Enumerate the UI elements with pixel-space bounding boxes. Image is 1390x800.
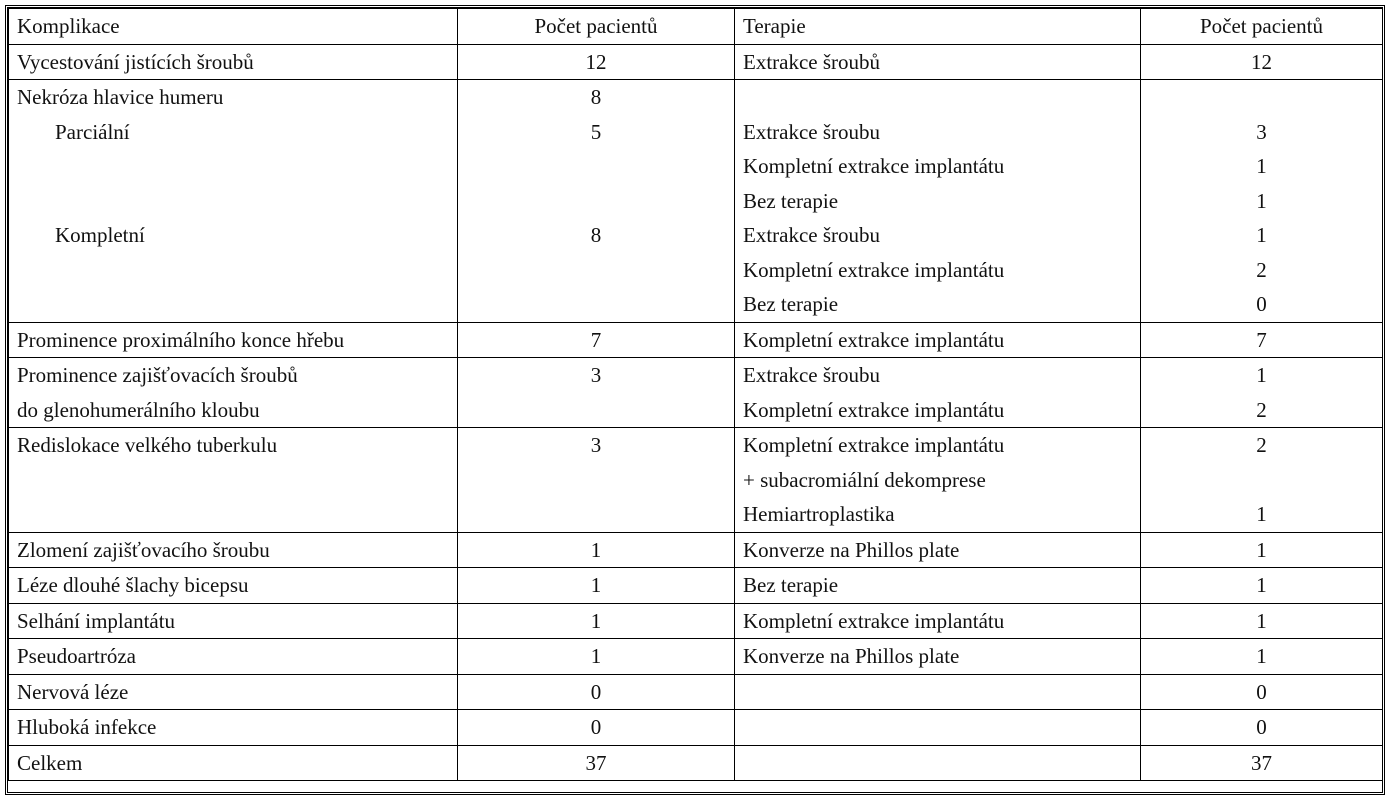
cell-line: 0 bbox=[590, 715, 602, 739]
therapy-count-cell bbox=[1141, 639, 1383, 675]
therapy-count-cell bbox=[1141, 745, 1383, 781]
cell-line: 2 bbox=[1256, 433, 1267, 457]
cell-line: 7 bbox=[590, 327, 602, 352]
header-therapy: Terapie bbox=[735, 9, 1141, 45]
complication-cell bbox=[9, 603, 458, 639]
cell-line: Hemiartroplastika bbox=[743, 502, 895, 526]
table-row bbox=[9, 745, 1383, 781]
cell-line: 0 bbox=[1256, 679, 1267, 704]
therapy-count-cell bbox=[1141, 44, 1383, 80]
cell-line: 1 bbox=[1256, 573, 1267, 597]
therapy-count-cell bbox=[1141, 674, 1383, 710]
cell-line: Celkem bbox=[17, 750, 83, 775]
cell-line: Kompletní extrakce implantátu bbox=[743, 397, 1005, 422]
therapy-count-cell bbox=[1141, 710, 1383, 746]
complication-cell bbox=[9, 710, 458, 746]
table-row bbox=[9, 358, 1383, 428]
cell-line bbox=[743, 675, 1140, 710]
patient-count-cell bbox=[458, 358, 735, 428]
therapy-cell bbox=[735, 532, 1141, 568]
cell-line: 1 bbox=[1256, 154, 1267, 178]
cell-line: 0 bbox=[590, 679, 602, 704]
patient-count-cell bbox=[458, 322, 735, 358]
cell-line: 2 bbox=[1256, 257, 1267, 282]
cell-line: Konverze na Phillos plate bbox=[743, 537, 960, 562]
complications-table bbox=[8, 8, 1383, 781]
table-row bbox=[9, 639, 1383, 675]
cell-line: Nervová léze bbox=[17, 679, 129, 704]
header-row bbox=[9, 9, 1383, 45]
patient-count-cell bbox=[458, 710, 735, 746]
therapy-cell bbox=[735, 80, 1141, 323]
cell-line: 8 bbox=[590, 85, 602, 109]
therapy-cell bbox=[735, 745, 1141, 781]
cell-line: Prominence proximálního konce hřebu bbox=[17, 327, 345, 352]
patient-count-cell bbox=[458, 80, 735, 323]
cell-line: 1 bbox=[1256, 223, 1267, 247]
therapy-cell bbox=[735, 568, 1141, 604]
cell-line bbox=[17, 184, 457, 219]
complication-cell bbox=[9, 532, 458, 568]
cell-line: Zlomení zajišťovacího šroubu bbox=[17, 537, 270, 562]
therapy-cell bbox=[735, 44, 1141, 80]
header-therapy-patient-count: Počet pacientů bbox=[1141, 9, 1383, 45]
cell-line: 1 bbox=[1256, 188, 1267, 213]
header-patient-count: Počet pacientů bbox=[458, 9, 735, 45]
cell-line: 12 bbox=[1251, 49, 1272, 74]
cell-line: Bez terapie bbox=[743, 188, 839, 213]
cell-line: 0 bbox=[1256, 292, 1267, 316]
cell-line: 1 bbox=[590, 608, 602, 633]
patient-count-cell bbox=[458, 674, 735, 710]
cell-line: 3 bbox=[1256, 119, 1267, 144]
therapy-count-cell bbox=[1141, 80, 1383, 323]
cell-line: Kompletní extrakce implantátu bbox=[743, 608, 1005, 633]
cell-line: 1 bbox=[1256, 537, 1267, 562]
patient-count-cell bbox=[458, 568, 735, 604]
cell-line: Hluboká infekce bbox=[17, 715, 157, 739]
table-row bbox=[9, 603, 1383, 639]
cell-line: Kompletní extrakce implantátu bbox=[743, 257, 1005, 282]
cell-line: Kompletní extrakce implantátu bbox=[743, 154, 1005, 178]
complication-cell bbox=[9, 568, 458, 604]
therapy-count-cell bbox=[1141, 603, 1383, 639]
cell-line bbox=[1141, 463, 1382, 498]
cell-line bbox=[743, 746, 1140, 781]
complication-cell bbox=[9, 322, 458, 358]
cell-line: Extrakce šroubu bbox=[743, 223, 881, 247]
patient-count-cell bbox=[458, 639, 735, 675]
cell-line: 3 bbox=[590, 433, 602, 457]
cell-line: Kompletní extrakce implantátu bbox=[743, 327, 1005, 352]
table-row bbox=[9, 710, 1383, 746]
cell-line: Extrakce šroubu bbox=[743, 363, 881, 387]
complication-cell bbox=[9, 428, 458, 533]
cell-line: Léze dlouhé šlachy bicepsu bbox=[17, 573, 249, 597]
cell-line: 5 bbox=[590, 119, 602, 144]
cell-line: 1 bbox=[590, 537, 602, 562]
cell-line bbox=[1141, 80, 1382, 115]
cell-line: 8 bbox=[590, 223, 602, 247]
cell-line: Pseudoartróza bbox=[17, 644, 136, 668]
cell-line: 1 bbox=[1256, 608, 1267, 633]
cell-line bbox=[17, 253, 457, 288]
therapy-count-cell bbox=[1141, 322, 1383, 358]
table-row bbox=[9, 322, 1383, 358]
cell-line: 7 bbox=[1256, 327, 1267, 352]
cell-line: Selhání implantátu bbox=[17, 608, 176, 633]
therapy-count-cell bbox=[1141, 532, 1383, 568]
complication-cell bbox=[9, 745, 458, 781]
cell-line bbox=[17, 287, 457, 322]
patient-count-cell bbox=[458, 428, 735, 533]
cell-line: 1 bbox=[590, 573, 602, 597]
cell-line: 3 bbox=[590, 363, 602, 387]
cell-line: 37 bbox=[1251, 750, 1272, 775]
cell-line: 1 bbox=[1256, 644, 1267, 668]
cell-line bbox=[458, 287, 734, 322]
complication-cell bbox=[9, 674, 458, 710]
therapy-cell bbox=[735, 603, 1141, 639]
cell-line: Prominence zajišťovacích šroubů bbox=[17, 363, 298, 387]
cell-line bbox=[743, 710, 1140, 745]
complication-cell bbox=[9, 44, 458, 80]
cell-line: Redislokace velkého tuberkulu bbox=[17, 433, 278, 457]
cell-line bbox=[458, 497, 734, 532]
therapy-cell bbox=[735, 710, 1141, 746]
cell-line: 2 bbox=[1256, 397, 1267, 422]
cell-line: 1 bbox=[590, 644, 602, 668]
table-row bbox=[9, 674, 1383, 710]
complication-cell bbox=[9, 358, 458, 428]
table-row bbox=[9, 428, 1383, 533]
therapy-count-cell bbox=[1141, 568, 1383, 604]
therapy-cell bbox=[735, 639, 1141, 675]
cell-line: 0 bbox=[1256, 715, 1267, 739]
therapy-cell bbox=[735, 674, 1141, 710]
header-complication: Komplikace bbox=[9, 9, 458, 45]
therapy-count-cell bbox=[1141, 358, 1383, 428]
cell-line: Kompletní bbox=[55, 223, 145, 247]
cell-line bbox=[17, 463, 457, 498]
table-row bbox=[9, 44, 1383, 80]
complication-cell bbox=[9, 639, 458, 675]
cell-line: 1 bbox=[1256, 363, 1267, 387]
patient-count-cell bbox=[458, 603, 735, 639]
table-row bbox=[9, 532, 1383, 568]
cell-line: Parciální bbox=[55, 119, 130, 144]
cell-line bbox=[458, 149, 734, 184]
cell-line bbox=[17, 149, 457, 184]
cell-line: Nekróza hlavice humeru bbox=[17, 85, 224, 109]
cell-line bbox=[743, 80, 1140, 115]
table-row bbox=[9, 80, 1383, 323]
cell-line: 12 bbox=[585, 49, 607, 74]
therapy-count-cell bbox=[1141, 428, 1383, 533]
cell-line bbox=[17, 497, 457, 532]
cell-line bbox=[458, 253, 734, 288]
table-row bbox=[9, 568, 1383, 604]
cell-line: 37 bbox=[585, 750, 607, 775]
patient-count-cell bbox=[458, 44, 735, 80]
cell-line bbox=[458, 463, 734, 498]
cell-line: Kompletní extrakce implantátu bbox=[743, 433, 1005, 457]
cell-line: Konverze na Phillos plate bbox=[743, 644, 960, 668]
cell-line: + subacromiální dekomprese bbox=[743, 467, 986, 492]
complication-cell bbox=[9, 80, 458, 323]
cell-line bbox=[458, 393, 734, 428]
therapy-cell bbox=[735, 358, 1141, 428]
patient-count-cell bbox=[458, 532, 735, 568]
cell-line: do glenohumerálního kloubu bbox=[17, 397, 260, 422]
cell-line: Bez terapie bbox=[743, 573, 839, 597]
therapy-cell bbox=[735, 322, 1141, 358]
cell-line bbox=[458, 184, 734, 219]
cell-line: Extrakce šroubu bbox=[743, 119, 881, 144]
patient-count-cell bbox=[458, 745, 735, 781]
therapy-cell bbox=[735, 428, 1141, 533]
cell-line: Bez terapie bbox=[743, 292, 839, 316]
cell-line: 1 bbox=[1256, 502, 1267, 526]
cell-line: Extrakce šroubů bbox=[743, 49, 881, 74]
cell-line: Vycestování jistících šroubů bbox=[17, 49, 254, 74]
